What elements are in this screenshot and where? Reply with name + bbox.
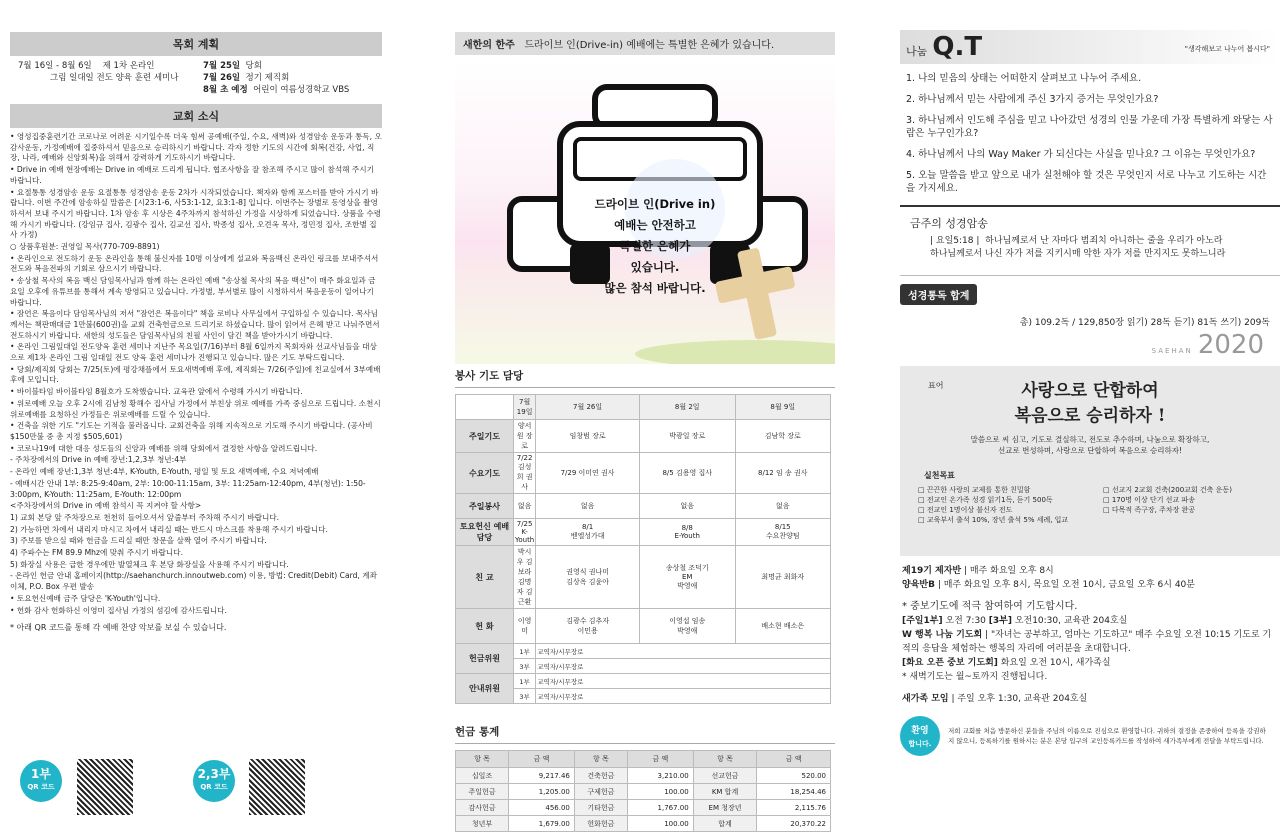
table-cell: 8/12 임 송 권사 <box>735 453 830 494</box>
offering-cell: 청년부 <box>456 816 509 832</box>
offering-header: 금 액 <box>628 751 694 768</box>
news-item: • 잠언은 복음이다 담임목사님의 저서 "잠언은 복음이다" 책을 로비나 사무실에서 구입하실 수 있습니다. 목사님께서는 책판매대금 1만불(600권)을 교회 건축헌금으로 드리기로 하셨습니다. 많이 읽어서 은혜 받고 나눠주면서 전도하시기 바랍니다. 새한의 성도들은 담임목사님의 친필 사인이 담긴 책을 받아가시기 바랍니다. <box>10 309 380 340</box>
table-cell: 8/5 김용영 집사 <box>639 453 735 494</box>
news-item: • 코로나19에 대한 대응 성도들의 신앙과 예배를 위해 당회에서 결정한 사항을 알려드립니다. <box>10 443 318 453</box>
qt-title: Q.T <box>932 32 983 62</box>
offering-cell: 456.00 <box>509 800 575 816</box>
table-cell: 없음 <box>735 494 830 519</box>
date-header: 7월 19일 <box>514 395 536 420</box>
news-item: • 바이블타임 바이블타임 8월호가 도착했습니다. 교육관 앞에서 수령해 가시기 바랍니다. <box>10 387 303 397</box>
plan-event: 어린이 여름성경학교 VBS <box>253 85 350 95</box>
table-cell: 최명균 최화자 <box>735 546 830 609</box>
table-cell: 임창범 장로 <box>536 420 640 453</box>
offering-cell: 100.00 <box>628 784 694 800</box>
table-cell: 8/15 수요찬양팀 <box>735 519 830 546</box>
right-column <box>900 0 1280 756</box>
qt-header: 나눔 Q.T "생각해보고 나누어 봅시다" <box>900 30 1280 64</box>
table-cell: 7/25 K-Youth <box>515 520 535 544</box>
goal-item: □ 선교지 2교회 건축(200교회 건축 운동) <box>1103 486 1232 494</box>
reading-tag: 성경통독 합계 <box>900 284 977 305</box>
plan-event: 당회 <box>245 61 262 71</box>
table-row: 3부 교역자/시무장로 <box>456 659 831 674</box>
offering-header: 항 목 <box>693 751 757 768</box>
offering-cell: 20,370.22 <box>757 816 831 832</box>
news-item: • Drive in 예배 현장예배는 Drive in 예배로 드리게 됩니다. 협조사항을 잘 참조해 주시고 많이 참석해 주시기 바랍니다. <box>10 165 374 185</box>
table-row: 3부 교역자/시무장로 <box>456 689 831 704</box>
table-cell: 송상철 조덕기 EM 박영애 <box>639 546 735 609</box>
plan-event: 제 1차 온라인 <box>102 61 155 71</box>
reading-section <box>900 275 1280 328</box>
offering-cell: 100.00 <box>628 816 694 832</box>
qt-question: 3. 하나님께서 인도해 주심을 믿고 나아갔던 성경의 인물 가운데 가장 특별하게 와닿는 사람은 누구인가요? <box>906 115 1273 139</box>
motto-desc: 말씀으로 씨 심고, 기도로 결실하고, 전도로 추수하며, 나눔으로 확장하고, 선교로 번성하며, 사랑으로 단합하여 복음으로 승리하자! <box>970 435 1210 455</box>
qt-question: 1. 나의 믿음의 상태는 어떠한지 살펴보고 나누어 주세요. <box>906 73 1142 84</box>
offering-cell: 9,217.46 <box>509 768 575 784</box>
plan-event: 그림 일대일 전도 양육 훈련 세미나 <box>50 73 179 83</box>
news-item: • 토요헌신예배 금주 담당은 'K-Youth'입니다. <box>10 593 161 603</box>
offering-header: 항 목 <box>574 751 627 768</box>
table-row <box>456 768 831 784</box>
news-header: 교회 소식 <box>10 104 382 128</box>
year-stamp: SAEHAN 2020 <box>1151 330 1264 360</box>
service-table <box>455 394 831 704</box>
table-row <box>456 816 831 832</box>
date-header: 7월 26일 <box>536 395 640 420</box>
offering-header: 금 액 <box>757 751 831 768</box>
offering-cell: 주일헌금 <box>456 784 509 800</box>
table-row: 헌금위원 1부 교역자/시무장로 <box>456 644 831 659</box>
plan-date: 8월 초 예정 <box>203 85 248 95</box>
goal-item: □ 전교인 온가족 성경 읽기1독, 듣기 500독 <box>918 496 1053 504</box>
news-item: • 건축을 위한 기도 "기도는 기적을 불러옵니다. 교회건축을 위해 지속적으로 기도해 주시기 바랍니다. (공사비 $150만불 중 총 지정 $505,601) <box>10 421 373 441</box>
table-cell: 김남학 장로 <box>735 420 830 453</box>
table-row: 주일기도 양서원 장로 임창범 장로 박광일 장로 김남학 장로 <box>456 420 831 453</box>
welcome-section <box>900 716 1280 756</box>
table-row: 주일봉사 없음 없음 없음 없음 <box>456 494 831 519</box>
table-row: 헌 화 이영미 김광수 김추자 이민용 이영섭 임송 박영애 배소현 배소은 <box>456 609 831 644</box>
offering-cell: 1,679.00 <box>509 816 575 832</box>
news-item: - 주차장에서의 Drive in 예배 장년:1,2,3부 청년:4부 <box>10 455 187 465</box>
table-cell: 없음 <box>536 494 640 519</box>
offering-cell: 1,767.00 <box>628 800 694 816</box>
qt-question: 2. 하나님께서 믿는 사람에게 주신 3가지 증거는 무엇인가요? <box>906 94 1159 105</box>
qr-code-1[interactable] <box>75 757 135 817</box>
offering-cell: 십일조 <box>456 768 509 784</box>
left-column <box>10 0 382 633</box>
news-item: 4) 주파수는 FM 89.9 Mhz에 맞춰 주시기 바랍니다. <box>10 548 183 558</box>
feature-subtitle: 드라이브 인(Drive-in) 예배에는 특별한 은혜가 있습니다. <box>524 40 775 51</box>
table-cell: 양서원 장로 <box>514 420 536 453</box>
table-cell: 이영미 <box>514 609 536 644</box>
plan-date: 7월 26일 <box>203 73 241 83</box>
table-cell: 김광수 김추자 이민용 <box>536 609 640 644</box>
table-cell: 없음 <box>514 494 536 519</box>
offering-cell: 건축헌금 <box>574 768 627 784</box>
news-item: • 영성집중훈련기간 코로나로 어려운 시기일수록 더욱 힘써 공예배(주일, 수요, 새벽)와 성경암송 운동과 통독, 오감사운동, 가정예배에 집중하셔서 믿음으로 승리하시기 바랍니다. 각자 정한 기도의 시간에 회복(건강, 사업, 직장, 나라, 예배와 신앙회복)을 위해서 강력하게 기도하시기 바랍니다. <box>10 132 382 163</box>
news-list <box>10 128 382 616</box>
offering-cell: 520.00 <box>757 768 831 784</box>
plan-header: 목회 계획 <box>10 32 382 56</box>
table-cell: 없음 <box>639 494 735 519</box>
goal-item: □ 다목적 족구장, 주차장 완공 <box>1103 506 1196 514</box>
news-item: • 헌화 감사 헌화하신 이영미 집사님 가정의 섬김에 감사드립니다. <box>10 605 227 615</box>
notices: 제19기 제자반 | 매주 화요일 오후 8시 양육반B | 매주 화요일 오후 8시, 목요일 오전 10시, 금요일 오후 6시 40분 * 중보기도에 적극 참여하여 기도합시다. [주일1부] 오전 7:30 [3부] 오전10:30, 교육관 204호실 W 행복 나눔 기도회 | "자녀는 공부하고, 엄마는 기도하고" 매주 수요일 오전 10:15 기도로 기적의 응답을 체험하는 행복의 자리에 여러분을 초대합니다. [화요 오픈 중보 기도회] 화요일 오전 10시, 새가족실 * 새벽기도는 월~토까지 진행됩니다. 새가족 모임 | 주일 오후 1:30, 교육관 204호실 <box>900 564 1280 706</box>
offering-cell: 헌화헌금 <box>574 816 627 832</box>
qr2-badge: 2,3부 QR 코드 <box>193 760 235 802</box>
qr1-badge: 1부 QR 코드 <box>20 760 62 802</box>
goal-list <box>918 485 1280 525</box>
date-header: 8월 2일 <box>639 395 735 420</box>
offering-cell: 3,210.00 <box>628 768 694 784</box>
table-cell: 권영식 권나미 김상옥 김윤아 <box>536 546 640 609</box>
goal-item: □ 전교인 1명이상 불신자 전도 <box>918 506 1013 514</box>
table-row: 친 교 박시우 김보라 김명자 김근환 권영식 권나미 김상옥 김윤아 송상철 조덕기 EM 박영애 최명균 최화자 <box>456 546 831 609</box>
offering-title: 헌금 통계 <box>455 720 835 744</box>
news-item: - 예배시간 안내 1부: 8:25-9:40am, 2부: 10:00-11:15am, 3부: 11:25am-12:40pm, 4부(청년): 1:50-3:00pm, K-Youth: 11:25am, E-Youth: 12:00pm <box>10 478 366 499</box>
news-item: 1) 교회 본당 앞 주차장으로 천천히 들어오셔서 앞줄부터 주차해 주시기 바랍니다. <box>10 512 280 522</box>
table-cell: 이영섭 임송 박영애 <box>639 609 735 644</box>
goal-item: □ 끈끈한 사랑의 교제를 통한 친밀함 <box>918 486 1031 494</box>
plan-date: 7월 16일 - 8월 6일 <box>18 61 92 71</box>
table-row <box>456 800 831 816</box>
plan-section <box>10 56 382 100</box>
news-item: • 송상철 목사의 복음 백신 담임목사님과 함께 하는 온라인 예배 "송상철 목사의 복음 백신"이 매주 화요일과 금요일 오후에 유튜브를 통해서 계속 방영되고 있습니다. 가정별, 부서별로 많이 시청하셔서 복음운동이 일어나기 바랍니다. <box>10 276 376 307</box>
table-corner <box>456 395 514 420</box>
qt-question: 4. 하나님께서 나의 Way Maker 가 되신다는 사실을 믿나요? 그 이유는 무엇인가요? <box>906 149 1256 160</box>
qr-note: * 아래 QR 코드를 통해 각 예배 찬양 악보를 보실 수 있습니다. <box>10 623 227 633</box>
offering-cell: 합계 <box>693 816 757 832</box>
news-item: 3) 주보를 받으실 때와 헌금을 드리실 때만 창문을 살짝 열어 주시기 바랍니다. <box>10 536 267 546</box>
news-item: • 온라인으로 전도하기 운동 온라인을 통해 불신자를 10명 이상에게 설교와 복음백신 온라인 링크를 보내주셔서 전도와 복음전파의 기회로 삼으시기 바랍니다. <box>10 253 379 274</box>
news-item: • 온라인 그림일대일 전도양육 훈련 세미나 지난주 목요일(7/16)부터 8월 6일까지 목회자와 선교사님들을 대상으로 제1차 온라인 그림 일대일 전도 양육 훈련 세미나가 진행되고 있습니다. 많은 기도 부탁드립니다. <box>10 342 377 363</box>
offering-header: 금 액 <box>509 751 575 768</box>
offering-cell: 구제헌금 <box>574 784 627 800</box>
offering-header: 항 목 <box>456 751 509 768</box>
offering-cell: 선교헌금 <box>693 768 757 784</box>
middle-column <box>455 0 835 832</box>
news-item: 2) 가능하면 차에서 내리지 마시고 차에서 내리실 때는 반드시 마스크를 착용해 주시기 바랍니다. <box>10 524 328 534</box>
news-item: <주차장에서의 Drive in 예배 참석시 꼭 지켜야 할 사항> <box>10 501 202 511</box>
goal-item: □ 170명 이상 단기 선교 파송 <box>1103 496 1195 504</box>
table-cell: 배소현 배소은 <box>735 609 830 644</box>
prayer-head: * 중보기도에 적극 참여하여 기도합시다. <box>902 601 1078 612</box>
feature-banner <box>455 32 835 55</box>
table-cell: 8/1 벧엘성가대 <box>536 519 640 546</box>
qr-code-2[interactable] <box>247 757 307 817</box>
table-cell: 박시우 김보라 김명자 김근환 <box>514 546 536 609</box>
news-item: 5) 화장실 사용은 급한 경우에만 발열체크 후 본당 화장실을 사용해 주시기 바랍니다. <box>10 559 289 569</box>
plan-event: 정기 제직회 <box>245 73 290 83</box>
table-row: 안내위원 1부 교역자/시무장로 <box>456 674 831 689</box>
offering-cell: KM 합계 <box>693 784 757 800</box>
welcome-text: 저희 교회를 처음 방문하신 분들을 주님의 이름으로 진심으로 환영합니다. 귀하의 결정을 존중하여 등록을 강권하지 않으니, 등록하기를 원하시는 분은 본당 입구의 교인등록카드를 작성하여 새가족부에게 전달을 부탁드립니다. <box>948 727 1266 745</box>
feature-tag: 새한의 한주 <box>463 40 515 51</box>
reading-summary: 총) 109.2독 / 129,850장 읽기) 28독 듣기) 81독 쓰기) 209독 <box>1019 318 1270 328</box>
memory-section: 금주의 성경암송 | 요일5:18 | 하나님께로서 난 자마다 범죄치 아니하는 줄을 우리가 아노라 하나님께로서 나신 자가 저를 지키시매 악한 자가 저를 만지지도 못하느니라 <box>900 205 1280 261</box>
offering-cell: 기타헌금 <box>574 800 627 816</box>
offering-cell: 2,115.76 <box>757 800 831 816</box>
news-item: - 온라인 예배 장년:1,3부 청년:4부, K-Youth, E-Youth, 평일 및 토요 새벽예배, 수요 저녁예배 <box>10 467 319 477</box>
plan-date: 7월 25일 <box>203 61 241 71</box>
table-cell: 7/22 김성희 권사 <box>514 453 536 494</box>
motto-section: 표어 사랑으로 단합하여 복음으로 승리하자 ! 말씀으로 씨 심고, 기도로 결실하고, 전도로 추수하며, 나눔으로 확장하고, 선교로 번성하며, 사랑으로 단합하여 복음으로 승리하자! 실천목표 □ 끈끈한 사랑의 교제를 통한 친밀함 □ 전교인 온가족 성경 읽기1독, 듣기 500독 □ 전교인 1명이상 불신자 전도 □ 교육부서 출석 10%, 장년 출석 5% 세례, 입교 □ 선교지 2교회 건축(200교회 건축 운동) □ 170명 이상 단기 선교 파송 □ 다목적 족구장, 주차장 완공 <box>900 366 1280 556</box>
news-item: - 온라인 헌금 안내 홈페이지(http://saehanchurch.innoutweb.com) 이용, 방법: Credit(Debit) Card, 계좌이체, P.O. Box 우편 발송 <box>10 571 377 592</box>
goal-item: □ 교육부서 출석 10%, 장년 출석 5% 세례, 입교 <box>918 516 1069 524</box>
table-cell: 7/29 이미연 권사 <box>536 453 640 494</box>
memory-title: 금주의 성경암송 <box>910 217 988 230</box>
drive-in-illustration <box>455 59 835 364</box>
qt-questions <box>906 72 1274 195</box>
offering-table <box>455 750 831 832</box>
news-item: ○ 상품후원분: 권영일 목사(770-709-8891) <box>10 242 160 252</box>
date-header: 8월 9일 <box>735 395 830 420</box>
news-item: • 위로예배 오늘 오후 2시에 김남청 황해수 집사님 가정에서 부친상 위로 예배를 가족 중심으로 드립니다. 소천시 위로예배를 요청하신 가정들은 위로예배를 드릴 수 있습니다. <box>10 398 381 419</box>
table-row: 토요헌신 예배담당 7/25 K-Youth 8/1 벧엘성가대 8/8 E-Youth 8/15 수요찬양팀 <box>456 519 831 546</box>
offering-cell: 1,205.00 <box>509 784 575 800</box>
table-row <box>456 784 831 800</box>
motto-slogan: 사랑으로 단합하여 복음으로 승리하자 ! <box>1014 381 1166 426</box>
service-title: 봉사 기도 담당 <box>455 364 835 388</box>
table-row: 수요기도 7/22 김성희 권사 7/29 이미연 권사 8/5 김용영 집사 8/12 임 송 권사 <box>456 453 831 494</box>
table-cell: 박광일 장로 <box>639 420 735 453</box>
hero-message: 드라이브 인(Drive in) 예배는 안전하고 특별한 은혜가 있습니다. 많은 참석 바랍니다. <box>594 197 716 295</box>
news-item: • 요절통통 성경암송 운동 요절통통 성경암송 운동 2차가 시작되었습니다. 책자와 함께 포스터를 받아 가시기 바랍니다. 이번 주간에 암송하실 말씀은 [시23:1-6, 사53:1-12, 요3:1-8] 입니다. 이번주는 장별로 동영상을 촬영하셔서 보내 주시기 바랍니다. 1차 암송 후 시상은 4주차까지 참석하신 가정을 시상하게 되었습니다. 상품을 수령해 가시기 바랍니다. (강임규 집사, 김광수 집사, 김교선 집사, 박종성 집사, 오견옥 목사, 정민정 집사, 조한별 집사 가정) <box>10 187 382 240</box>
offering-cell: 18,254.46 <box>757 784 831 800</box>
offering-cell: 감사헌금 <box>456 800 509 816</box>
welcome-badge: 환영 합니다. <box>900 716 940 756</box>
qt-question: 5. 오늘 말씀을 받고 앞으로 내가 실천해야 할 것은 무엇인지 서로 나누고 기도하는 시간을 가지세요. <box>906 170 1267 194</box>
table-cell: 8/8 E-Youth <box>639 519 735 546</box>
news-item: • 당회/제직회 당회는 7/25(토)에 평강채플에서 토요새벽예배 후에, 제직회는 7/26(주일)에 친교실에서 3부예배 후에 모입니다. <box>10 364 381 385</box>
offering-cell: EM 청장년 <box>693 800 757 816</box>
